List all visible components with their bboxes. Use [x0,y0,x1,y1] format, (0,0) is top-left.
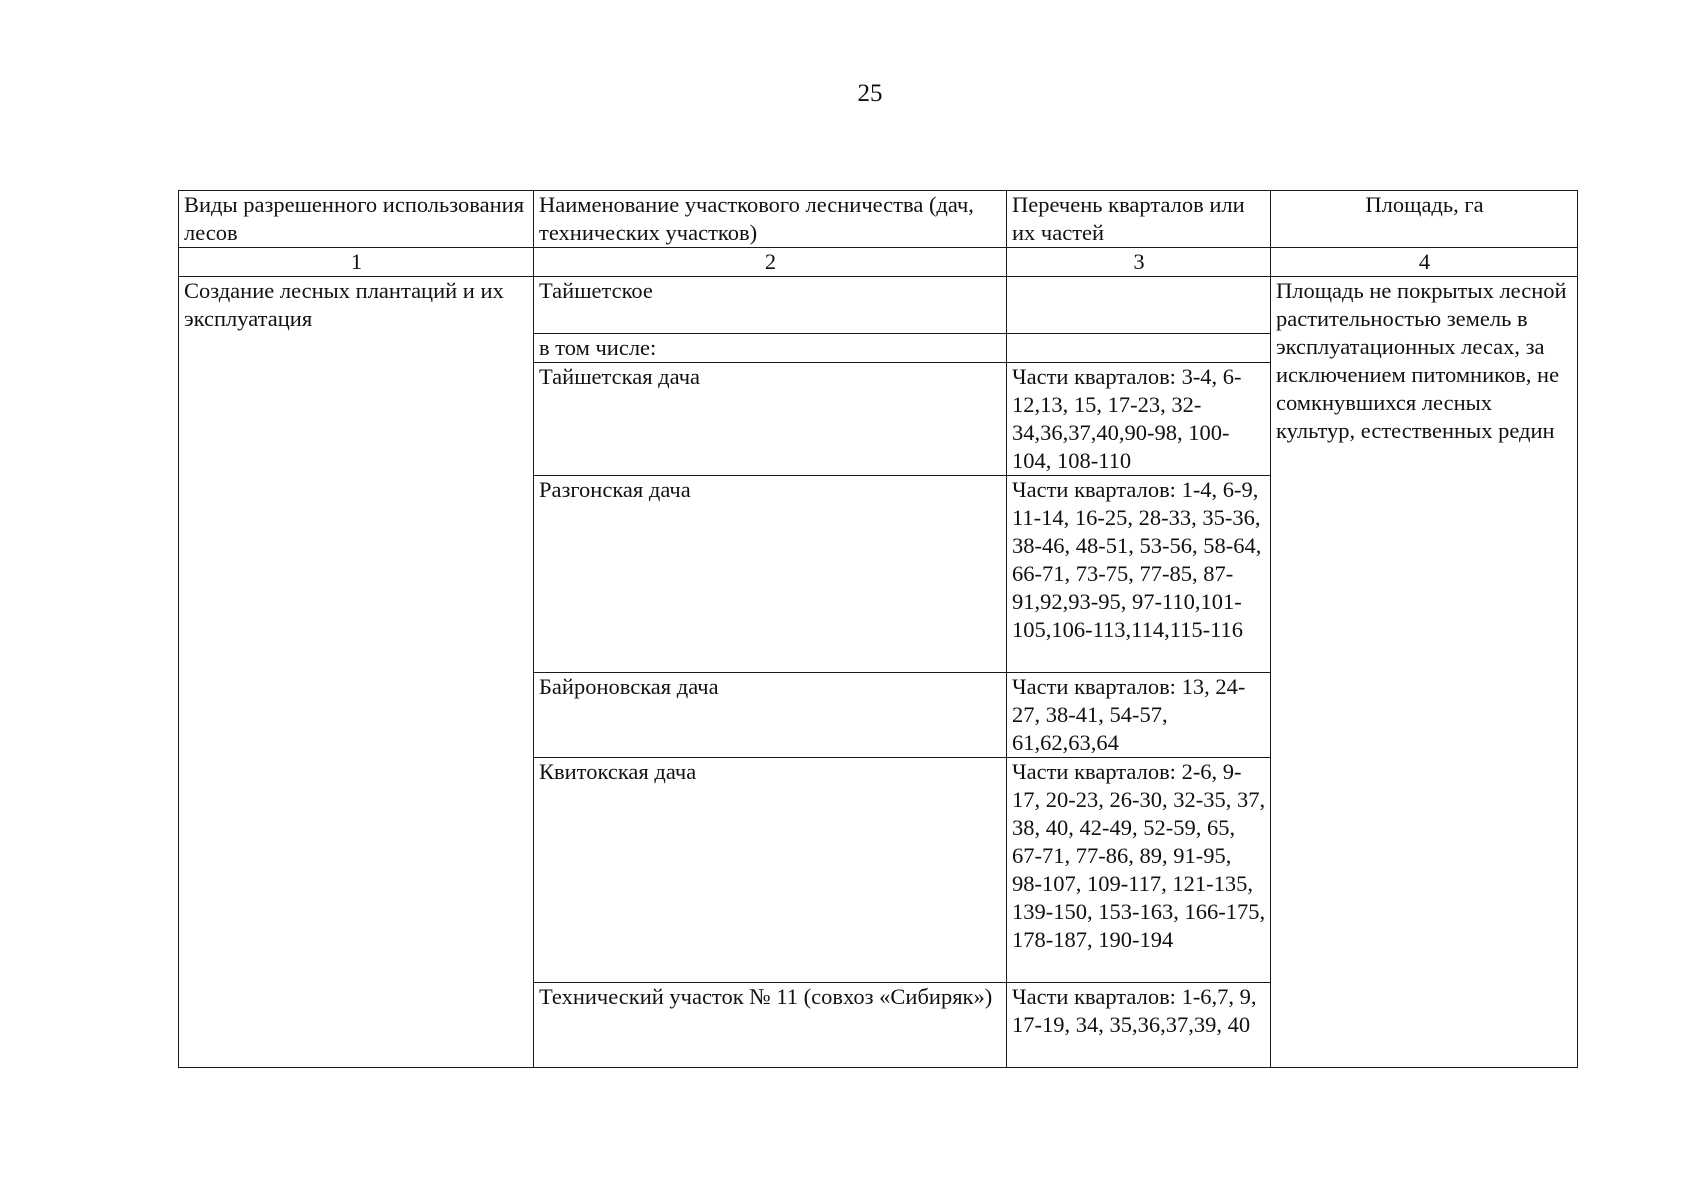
column-number: 1 [179,248,534,277]
column-number: 4 [1271,248,1578,277]
column-number-row [179,248,1578,277]
header-area: Площадь, га [1271,191,1578,248]
forest-usage-table [178,190,1578,1068]
area-note-cell: Площадь не покрытых лесной растительностью земель в эксплуатационных лесах, за исключением питомников, не сомкнувшихся лесных культур, естественных редин [1271,277,1578,1068]
column-number: 3 [1007,248,1271,277]
dacha-name-cell: Тайшетская дача [534,363,1007,476]
dacha-name-cell: Квитокская дача [534,758,1007,983]
dacha-name-cell: Разгонская дача [534,476,1007,673]
quarters-cell: Части кварталов: 3-4, 6-12,13, 15, 17-23, 32-34,36,37,40,90-98, 100-104, 108-110 [1007,363,1271,476]
quarters-cell: Части кварталов: 13, 24-27, 38-41, 54-57, 61,62,63,64 [1007,673,1271,758]
page-number: 25 [857,80,883,107]
header-usage-type: Виды разрешенного использования лесов [179,191,534,248]
quarters-cell: Части кварталов: 2-6, 9-17, 20-23, 26-30, 32-35, 37, 38, 40, 42-49, 52-59, 65, 67-71, 77-86, 89, 91-95, 98-107, 109-117, 121-135, 139-150, 153-163, 166-175, 178-187, 190-194 [1007,758,1271,983]
dacha-name-cell: Байроновская дача [534,673,1007,758]
forestry-name-cell: Тайшетское [534,277,1007,334]
column-number: 2 [534,248,1007,277]
quarters-cell: Части кварталов: 1-6,7, 9, 17-19, 34, 35,36,37,39, 40 [1007,983,1271,1068]
header-quarters-list: Перечень кварталов или их частей [1007,191,1271,248]
usage-type-cell: Создание лесных плантаций и их эксплуатация [179,277,534,1068]
table-row [179,277,1578,334]
table-header-row [179,191,1578,248]
including-label-cell: в том числе: [534,334,1007,363]
header-forestry-name: Наименование участкового лесничества (дач, технических участков) [534,191,1007,248]
empty-quarters-cell [1007,277,1271,334]
quarters-cell: Части кварталов: 1-4, 6-9, 11-14, 16-25, 28-33, 35-36, 38-46, 48-51, 53-56, 58-64, 66-71, 73-75, 77-85, 87-91,92,93-95, 97-110,101-105,106-113,114,115-116 [1007,476,1271,673]
dacha-name-cell: Технический участок № 11 (совхоз «Сибиряк») [534,983,1007,1068]
empty-quarters-cell [1007,334,1271,363]
